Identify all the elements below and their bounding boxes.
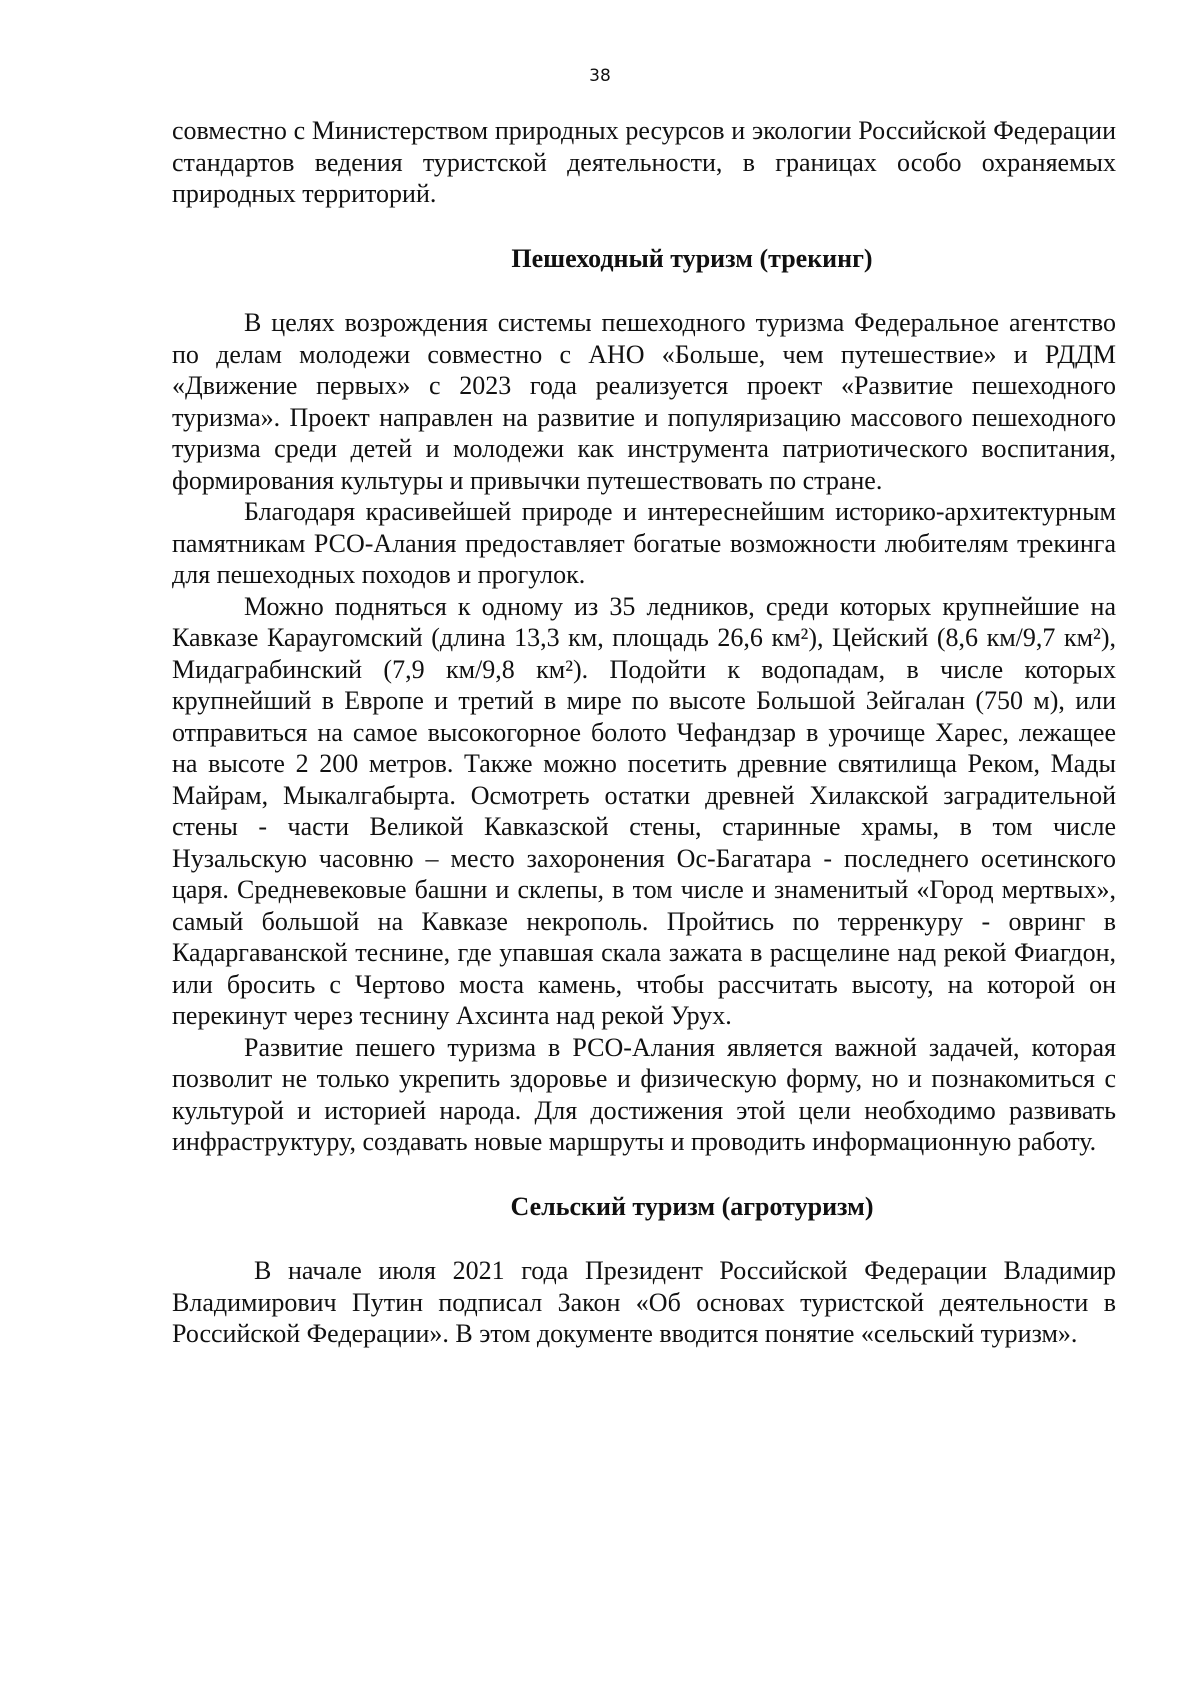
trekking-paragraph-4: Развитие пешего туризма в РСО-Алания является важной задачей, которая позволит не только укрепить здоровье и физическую форму, но и познакомиться с культурой и историей народа. Для достижения этой цели необходимо развивать инфраструктуру, создавать новые маршруты и проводить информационную работу.	[172, 1032, 1116, 1156]
trekking-paragraph-3: Можно подняться к одному из 35 ледников, среди которых крупнейшие на Кавказе Караугомский (длина 13,3 км, площадь 26,6 км²), Цейский (8,6 км/9,7 км²), Мидаграбинский (7,9 км/9,8 км²). Подойти к водопадам, в числе которых крупнейший в Европе и третий в мире по высоте Большой Зейгалан (750 м), или отправиться на самое высокогорное болото Чефандзар в урочище Харес, лежащее на высоте 2 200 метров. Также можно посетить древние святилища Реком, Мады Майрам, Мыкалгабырта. Осмотреть остатки древней Хилакской заградительной стены - части Великой Кавказской стены, старинные храмы, в том числе Нузальскую часовню – место захоронения Ос-Багатара - последнего осетинского царя. Средневековые башни и склепы, в том числе и знаменитый «Город мертвых», самый большой на Кавказе некрополь. Пройтись по терренкуру - овринг в Кадаргаванской теснине, где упавшая скала зажата в расщелине над рекой Фиагдон, или бросить с Чертово моста камень, чтобы рассчитать высоту, на которой он перекинут через теснину Ахсинта над рекой Урух.	[172, 591, 1116, 1030]
section-heading-trekking: Пешеходный туризм (трекинг)	[511, 243, 873, 273]
trekking-paragraph-1: В целях возрождения системы пешеходного туризма Федеральное агентство по делам молодежи совместно с АНО «Больше, чем путешествие» и РДДМ «Движение первых» с 2023 года реализуется проект «Развитие пешеходного туризма». Проект направлен на развитие и популяризацию массового пешеходного туризма среди детей и молодежи как инструмента патриотического воспитания, формирования культуры и привычки путешествовать по стране.	[172, 308, 1116, 495]
page-number: 38	[589, 66, 611, 86]
section-heading-agrotourism: Сельский туризм (агротуризм)	[510, 1191, 874, 1221]
agrotourism-paragraph-1: В начале июля 2021 года Президент Российской Федерации Владимир Владимирович Путин подписал Закон «Об основах туристской деятельности в Российской Федерации». В этом документе вводится понятие «сельский туризм».	[172, 1256, 1116, 1348]
trekking-paragraph-2: Благодаря красивейшей природе и интереснейшим историко-архитектурным памятникам РСО-Алания предоставляет богатые возможности любителям трекинга для пешеходных походов и прогулок.	[172, 497, 1116, 589]
document-body	[172, 115, 1116, 1350]
intro-paragraph: совместно с Министерством природных ресурсов и экологии Российской Федерации стандартов ведения туристской деятельности, в границах особо охраняемых природных территорий.	[172, 116, 1116, 208]
